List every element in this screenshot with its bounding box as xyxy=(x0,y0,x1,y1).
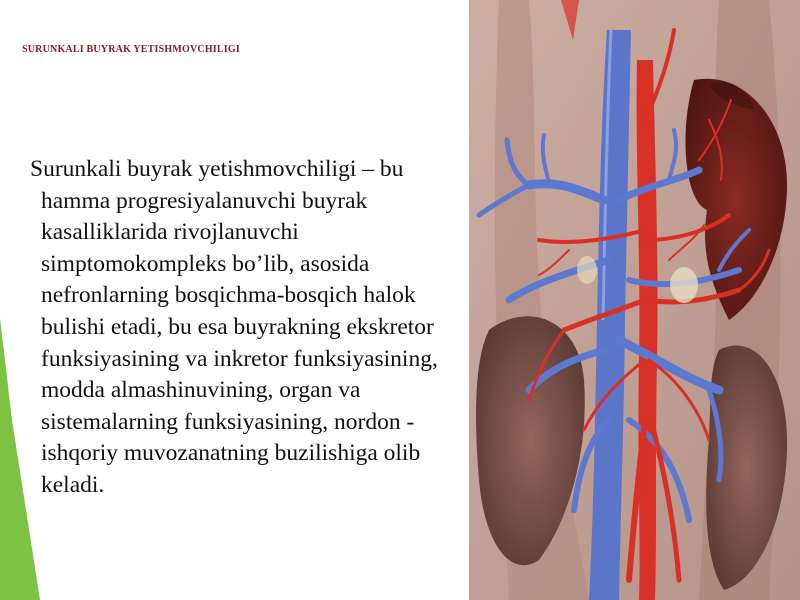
slide-title: SURUNKALI BUYRAK YETISHMOVCHILIGI xyxy=(22,44,240,55)
kidney-vasculature-illustration xyxy=(469,0,800,600)
slide-body-text: Surunkali buyrak yetishmovchiligi – bu hamma progresiyalanuvchi buyrak kasalliklarida rivojlanuvchi simptomokompleks bo’lib, asosida nefronlarning bosqichma-bosqich halok bulishi etadi, bu esa buyrakning ekskretor funksiyasining va inkretor funksiyasining, modda almashinuvining, organ va sistemalarning funksiyasining, nordon - ishqoriy muvozanatning buzilishiga olib keladi. xyxy=(30,156,438,498)
